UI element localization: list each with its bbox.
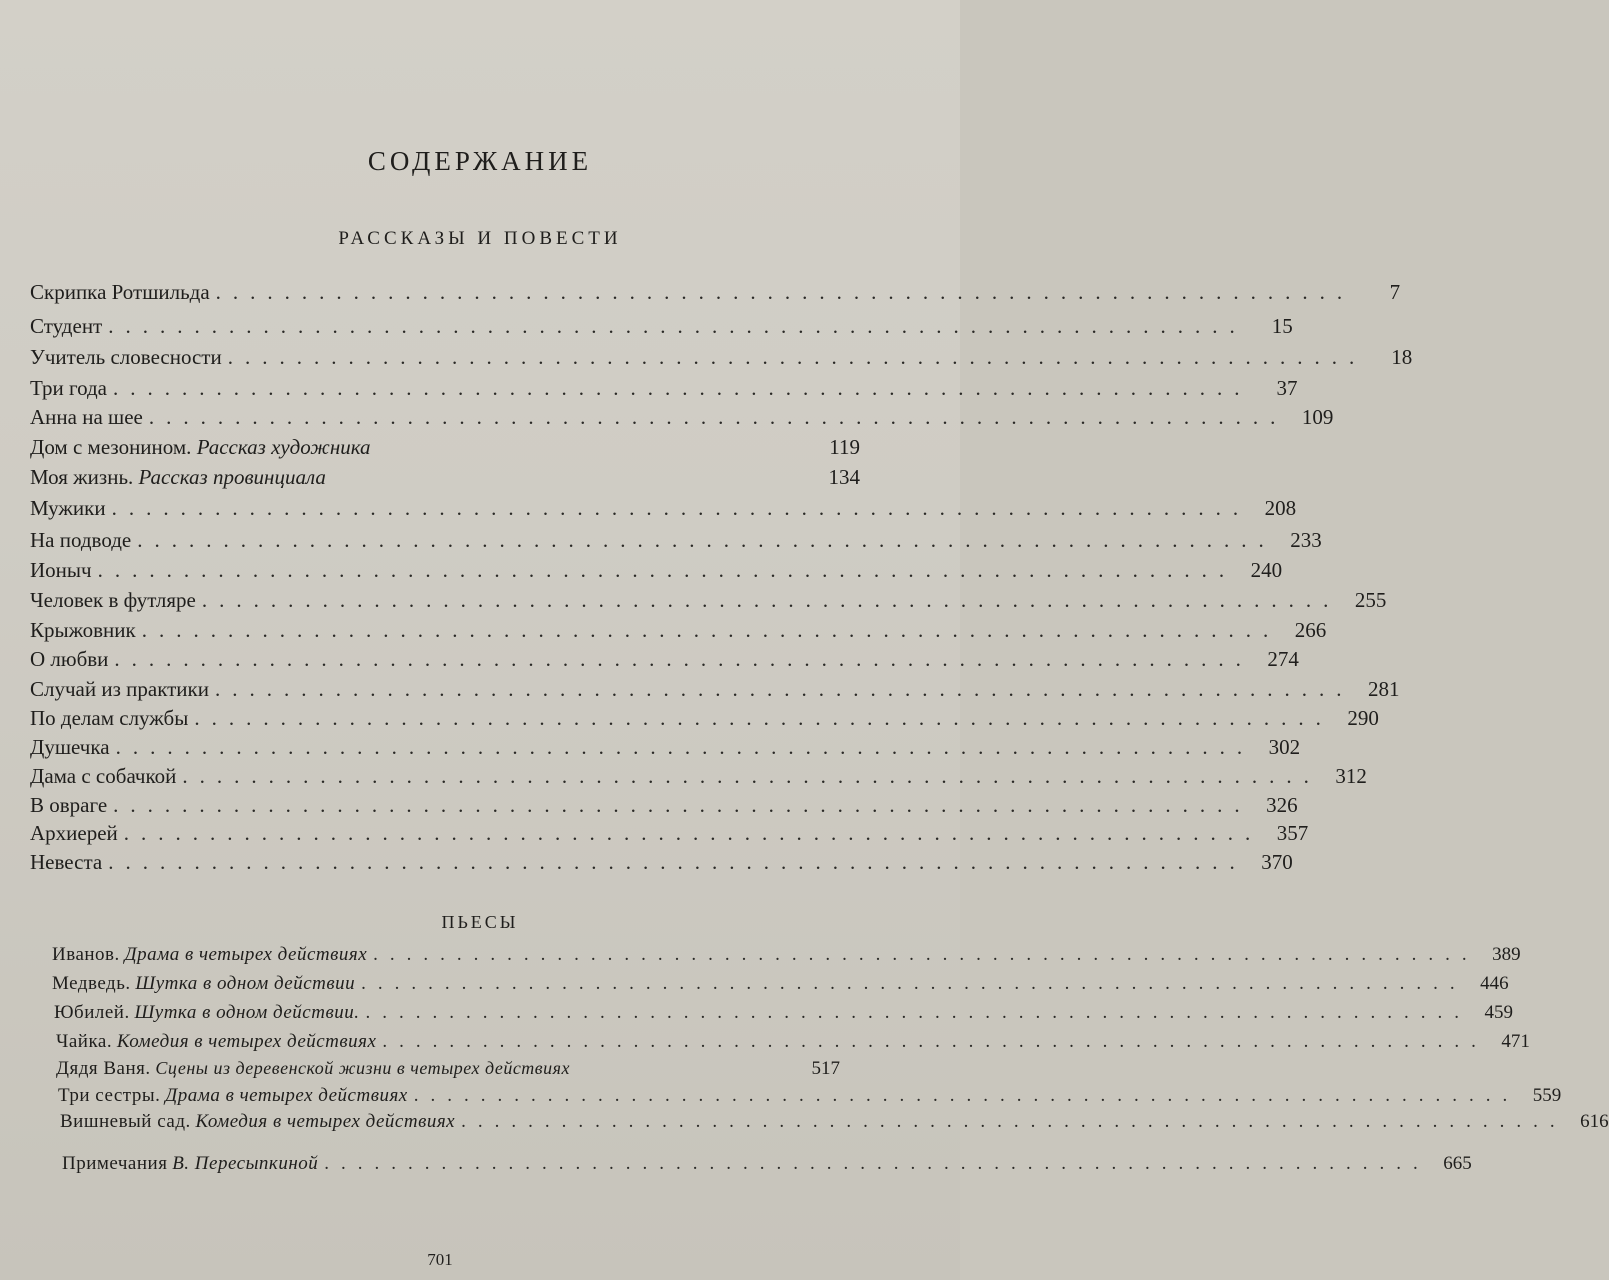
toc-entry: Дядя Ваня. Сцены из деревенской жизни в четырех действиях 517 — [56, 1058, 840, 1079]
page-number: 370 — [1261, 850, 1293, 874]
toc-entry: По делам службы .................................................................. 290 — [30, 706, 1379, 730]
page-number: 312 — [1335, 764, 1367, 788]
toc-entry: Учитель словесности .................................................................. 18 — [30, 345, 1413, 369]
page-number: 240 — [1250, 558, 1283, 582]
toc-entry: Моя жизнь. Рассказ провинциала 134 — [30, 465, 860, 489]
toc-entry: Случай из практики .................................................................. 281 — [30, 677, 1400, 701]
toc-entry: Человек в футляре .................................................................. 255 — [30, 588, 1387, 612]
toc-entry: Студент .................................................................. 15 — [30, 314, 1293, 338]
page-number: 119 — [829, 435, 860, 459]
page-number: 616 — [1580, 1111, 1609, 1132]
toc-entry: Скрипка Ротшильда .................................................................. 7 — [30, 280, 1401, 304]
toc-entry: Дама с собачкой .................................................................. 312 — [30, 764, 1367, 788]
toc-entry: Медведь. Шутка в одном действии .................................................................. 446 — [52, 973, 1509, 994]
page-number: 446 — [1480, 973, 1509, 994]
toc-entry: Дом с мезонином. Рассказ художника 119 — [30, 435, 860, 459]
page-number: 18 — [1391, 345, 1413, 369]
toc-entry: Чайка. Комедия в четырех действиях .................................................................. 471 — [56, 1031, 1530, 1052]
page-number: 459 — [1484, 1002, 1513, 1023]
toc-entry: Иванов. Драма в четырех действиях .................................................................. 389 — [52, 944, 1521, 965]
page-number: 357 — [1276, 821, 1309, 845]
page-title: СОДЕРЖАНИЕ — [367, 146, 593, 176]
toc-entry: Душечка .................................................................. 302 — [30, 735, 1301, 759]
toc-entry: Архиерей .................................................................. 357 — [30, 821, 1309, 845]
section-heading-stories: РАССКАЗЫ И ПОВЕСТИ — [338, 228, 622, 249]
page-number: 281 — [1367, 677, 1400, 701]
toc-entry: Крыжовник .................................................................. 266 — [30, 618, 1327, 642]
page-number: 471 — [1501, 1031, 1530, 1052]
page-number: 559 — [1532, 1085, 1562, 1106]
toc-entry: Анна на шее .................................................................. 109 — [30, 405, 1334, 429]
toc-entry: Три сестры. Драма в четырех действиях .................................................................. 559 — [58, 1085, 1562, 1106]
toc-entry: Ионыч .................................................................. 240 — [30, 558, 1283, 582]
toc-entry: Вишневый сад. Комедия в четырех действиях .................................................................. 616 — [60, 1111, 1609, 1132]
page-number: 233 — [1290, 528, 1322, 552]
toc-entry: Невеста .................................................................. 370 — [30, 850, 1293, 874]
page-number: 134 — [828, 465, 860, 489]
page-number: 274 — [1267, 647, 1299, 671]
toc-entry: Мужики .................................................................. 208 — [30, 496, 1297, 520]
page-number: 37 — [1276, 376, 1298, 400]
page-number: 665 — [1443, 1153, 1472, 1174]
section-heading-plays: ПЬЕСЫ — [441, 912, 519, 932]
page-number: 302 — [1268, 735, 1301, 759]
folio-page-number: 701 — [427, 1250, 453, 1269]
toc-entry: Три года .................................................................. 37 — [30, 376, 1298, 400]
page-number: 517 — [811, 1058, 840, 1079]
page-number: 389 — [1492, 944, 1521, 965]
page-number: 326 — [1266, 793, 1298, 817]
page-number: 7 — [1389, 280, 1401, 304]
toc-entry: В овраге .................................................................. 326 — [30, 793, 1298, 817]
toc-entry: На подводе .................................................................. 233 — [30, 528, 1322, 552]
page-number: 109 — [1301, 405, 1334, 429]
toc-entry: О любви .................................................................. 274 — [30, 647, 1299, 671]
page-number: 15 — [1271, 314, 1293, 338]
page-number: 255 — [1354, 588, 1387, 612]
page-number: 266 — [1294, 618, 1327, 642]
toc-entry: Юбилей. Шутка в одном действии. .................................................................. 459 — [54, 1002, 1513, 1023]
page-number: 290 — [1347, 706, 1379, 730]
toc-entry-notes: Примечания В. Пересыпкиной .................................................................. 665 — [62, 1153, 1472, 1174]
page-number: 208 — [1264, 496, 1297, 520]
